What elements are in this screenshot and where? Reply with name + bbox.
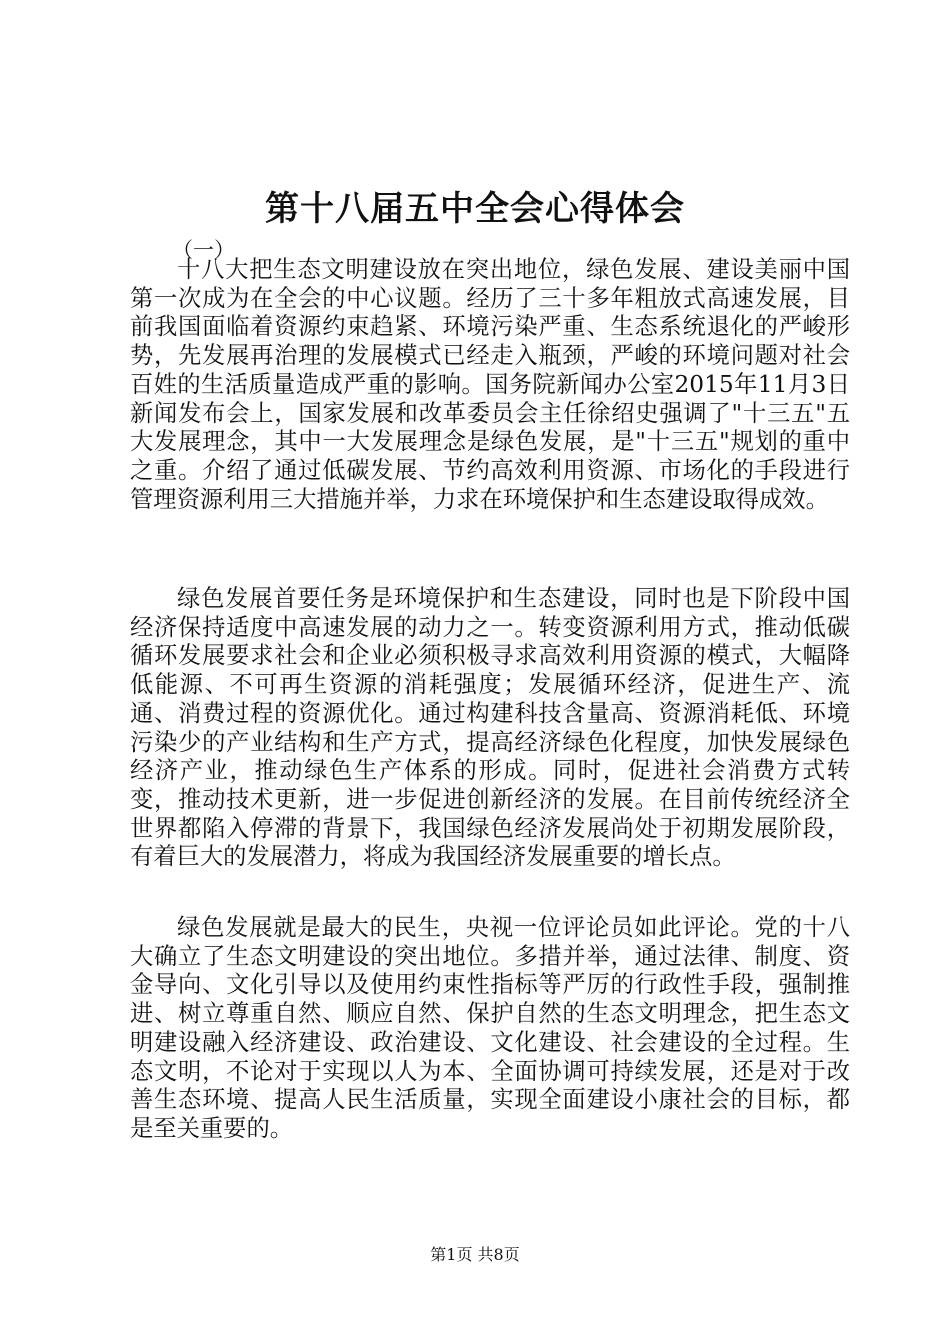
paragraph-3: 绿色发展就是最大的民生，央视一位评论员如此评论。党的十八大确立了生态文明建设的突出地位。多措并举，通过法律、制度、资金导向、文化引导以及使用约束性指标等严厉的行政性手段，强制推进、树立尊重自然、顺应自然、保护自然的生态文明理念，把生态文明建设融入经济建设、政治建设、文化建设、社会建设的全过程。生态文明，不论对于实现以人为本、全面协调可持续发展，还是对于改善生态环境、提高人民生活质量，实现全面建设小康社会的目标，都是至关重要的。: [130, 914, 850, 1142]
paragraph-1: 十八大把生态文明建设放在突出地位，绿色发展、建设美丽中国第一次成为在全会的中心议题。经历了三十多年粗放式高速发展，目前我国面临着资源约束趋紧、环境污染严重、生态系统退化的严峻形势，先发展再治理的发展模式已经走入瓶颈，严峻的环境问题对社会百姓的生活质量造成严重的影响。国务院新闻办公室2015年11月3日新闻发布会上，国家发展和改革委员会主任徐绍史强调了"十三五"五大发展理念，其中一大发展理念是绿色发展，是"十三五"规划的重中之重。介绍了通过低碳发展、节约高效利用资源、市场化的手段进行管理资源利用三大措施并举，力求在环境保护和生态建设取得成效。: [130, 256, 850, 513]
paragraph-2: 绿色发展首要任务是环境保护和生态建设，同时也是下阶段中国经济保持适度中高速发展的动力之一。转变资源利用方式，推动低碳循环发展要求社会和企业必须积极寻求高效利用资源的模式，大幅降低能源、不可再生资源的消耗强度；发展循环经济，促进生产、流通、消费过程的资源优化。通过构建科技含量高、资源消耗低、环境污染少的产业结构和生产方式，提高经济绿色化程度，加快发展绿色经济产业，推动绿色生产体系的形成。同时，促进社会消费方式转变，推动技术更新，进一步促进创新经济的发展。在目前传统经济全世界都陷入停滞的背景下，我国绿色经济发展尚处于初期发展阶段，有着巨大的发展潜力，将成为我国经济发展重要的增长点。: [130, 585, 850, 871]
section-number: （一）: [172, 238, 235, 262]
document-title: 第十八届五中全会心得体会: [265, 189, 685, 229]
page-footer: 第1页 共8页: [430, 1245, 520, 1264]
